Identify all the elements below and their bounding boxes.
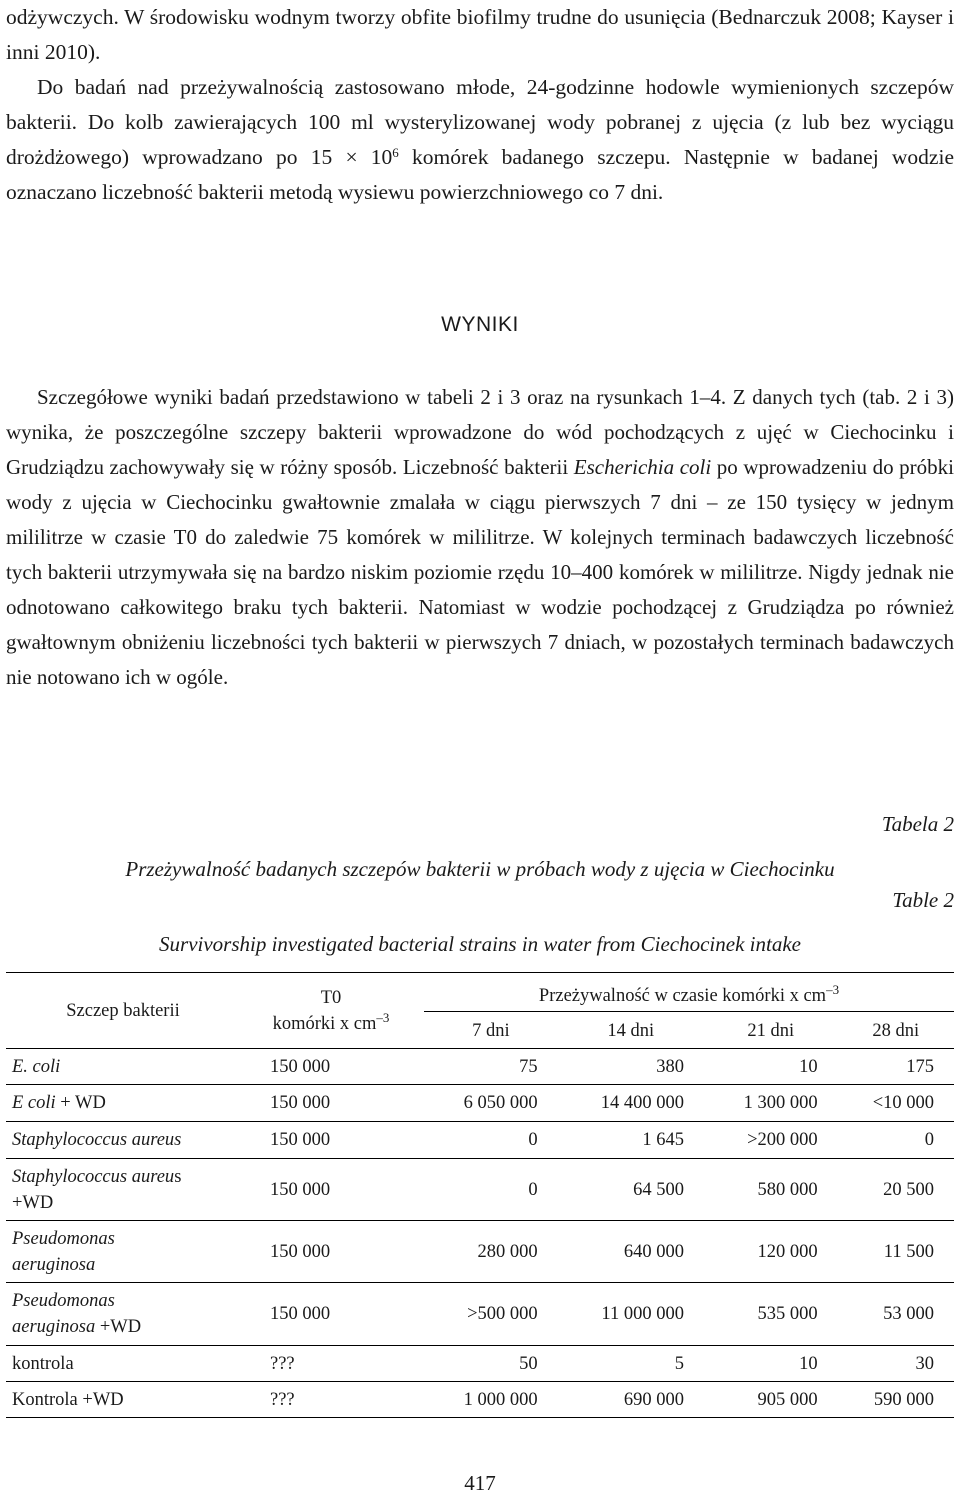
table-row	[6, 1346, 954, 1382]
row-strain	[6, 1122, 238, 1159]
strain-name: Staphylococcus aureu	[12, 1166, 175, 1187]
header-t0-exponent: –3	[376, 1009, 390, 1025]
row-day28: 11 500	[838, 1221, 954, 1283]
table-title-pl: Przeżywalność badanych szczepów bakterii w próbach wody z ujęcia w Ciechocinku	[125, 857, 835, 881]
table-row	[6, 1283, 954, 1346]
header-day7: 7 dni	[424, 1012, 558, 1049]
results-text-a: Szczegółowe wyniki badań przedstawiono w tabeli 2 i 3 oraz na rysunkach 1–4. Z danych tych (tab. 2 i 3) wynika, że poszczególne szczepy bakterii wprowadzone do wód pochodzących z ujęć w Ciechocinku i Grudziądzu zachowywały się w różny sposób. Liczebność bakterii	[6, 385, 954, 479]
row-day21: 120 000	[704, 1221, 838, 1283]
strain-suffix: +WD	[95, 1317, 142, 1337]
table-row	[6, 1221, 954, 1283]
row-day28: 0	[838, 1122, 954, 1159]
row-day7: 6 050 000	[424, 1085, 558, 1122]
row-strain	[6, 1049, 238, 1085]
row-day28: 590 000	[838, 1382, 954, 1418]
methods-text-b: komórek badanego szczepu. Następnie w badanej wodzie oznaczano liczebność bakterii metodą wysiewu powierzchniowego co 7 dni.	[6, 145, 954, 204]
table-label-en: Table 2	[892, 888, 954, 912]
strain-suffix: s	[174, 1166, 182, 1187]
header-day28: 28 dni	[838, 1012, 954, 1049]
row-t0: 150 000	[238, 1085, 424, 1122]
header-survival-text: Przeżywalność w czasie komórki x cm	[538, 986, 827, 1006]
table-row	[6, 1085, 954, 1122]
row-day21: 535 000	[704, 1283, 838, 1346]
row-day28: 175	[838, 1049, 954, 1085]
strain-name: Staphylococcus aureus	[12, 1130, 182, 1150]
strain-name: E coli	[12, 1093, 56, 1113]
row-day14: 64 500	[558, 1159, 704, 1221]
table-header-row	[6, 973, 954, 1012]
strain-line1	[12, 1164, 234, 1190]
row-strain	[6, 1221, 238, 1283]
paragraph-results	[6, 380, 954, 695]
row-strain	[6, 1085, 238, 1122]
header-t0-unit: komórki x cm	[272, 1013, 377, 1034]
header-t0-line2	[242, 1011, 420, 1037]
row-day14: 11 000 000	[558, 1283, 704, 1346]
row-t0: ???	[238, 1346, 424, 1382]
strain-name: E. coli	[12, 1056, 61, 1077]
table-row	[6, 1159, 954, 1221]
row-t0: 150 000	[238, 1049, 424, 1085]
strain-name: aeruginosa	[12, 1317, 96, 1337]
methods-exponent: 6	[392, 145, 399, 160]
row-day28: <10 000	[838, 1085, 954, 1122]
strain-line2: +WD	[12, 1192, 54, 1213]
row-day7: 50	[424, 1346, 558, 1382]
row-day14: 380	[558, 1049, 704, 1085]
header-day21: 21 dni	[704, 1012, 838, 1049]
row-day14: 14 400 000	[558, 1085, 704, 1122]
section-heading: WYNIKI	[441, 313, 519, 336]
row-t0: 150 000	[238, 1283, 424, 1346]
page-number: 417	[464, 1471, 496, 1495]
row-day7: 0	[424, 1159, 558, 1221]
strain-line1: Pseudomonas	[12, 1228, 115, 1249]
methods-text-a: Do badań nad przeżywalnością zastosowano młode, 24-godzinne hodowle wymienionych szczepów bakterii. Do kolb zawierających 100 ml wysterylizowanej wody pobranej z ujęcia (z lub bez wyciągu drożdżowego) wprowadzano po 15 × 10	[6, 75, 954, 169]
row-strain	[6, 1283, 238, 1346]
row-day7: 0	[424, 1122, 558, 1159]
row-strain: Kontrola +WD	[6, 1382, 238, 1418]
row-day14: 5	[558, 1346, 704, 1382]
row-day21: 905 000	[704, 1382, 838, 1418]
row-day7: 280 000	[424, 1221, 558, 1283]
row-day14: 1 645	[558, 1122, 704, 1159]
row-strain	[6, 1159, 238, 1221]
row-day28: 53 000	[838, 1283, 954, 1346]
row-day7: 75	[424, 1049, 558, 1085]
row-day21: 1 300 000	[704, 1085, 838, 1122]
row-day14: 640 000	[558, 1221, 704, 1283]
table-row	[6, 1049, 954, 1085]
strain-suffix: + WD	[55, 1093, 106, 1113]
row-t0: 150 000	[238, 1159, 424, 1221]
strain-line1: Pseudomonas	[12, 1291, 115, 1311]
row-day14: 690 000	[558, 1382, 704, 1418]
strain-line2	[12, 1314, 234, 1340]
survival-table	[6, 972, 954, 1418]
row-day28: 30	[838, 1346, 954, 1382]
results-text-b: po wprowadzeniu do próbki wody z ujęcia w Ciechocinku gwałtownie zmalała w ciągu pierwszych 7 dni – ze 150 tysięcy w jednym mililitrze w czasie T0 do zaledwie 75 komórek w mililitrze. W kolejnych terminach badawczych liczebność tych bakterii utrzymywała się na bardzo niskim poziomie rzędu 10–400 komórek w mililitrze. Nigdy jednak nie odnotowano całkowitego braku tych bakterii. Natomiast w wodzie pochodzącej z Grudziądza po również gwałtownym obniżeniu liczebności tych bakterii w pierwszych 7 dniach, w pozostałych terminach badawczych nie notowano ich w ogóle.	[6, 455, 955, 689]
results-species: Escherichia coli	[573, 455, 712, 479]
row-day21: 580 000	[704, 1159, 838, 1221]
paragraph-methods	[6, 70, 954, 210]
row-t0: 150 000	[238, 1122, 424, 1159]
table-label-pl: Tabela 2	[881, 812, 954, 836]
header-strain: Szczep bakterii	[66, 1000, 180, 1021]
row-day21: >200 000	[704, 1122, 838, 1159]
row-day7: 1 000 000	[424, 1382, 558, 1418]
table-row	[6, 1122, 954, 1159]
row-day7: >500 000	[424, 1283, 558, 1346]
paragraph-intro-end: odżywczych. W środowisku wodnym tworzy obfite biofilmy trudne do usunięcia (Bednarczuk 2008; Kayser i inni 2010).	[6, 5, 954, 64]
row-day21: 10	[704, 1346, 838, 1382]
table-row	[6, 1382, 954, 1418]
header-t0-line1: T0	[320, 987, 342, 1008]
row-strain: kontrola	[6, 1346, 238, 1382]
row-day21: 10	[704, 1049, 838, 1085]
strain-line2: aeruginosa	[12, 1254, 96, 1275]
row-t0: 150 000	[238, 1221, 424, 1283]
header-day14: 14 dni	[558, 1012, 704, 1049]
table-title-en: Survivorship investigated bacterial strains in water from Ciechocinek intake	[159, 932, 801, 956]
header-t0	[238, 973, 424, 1049]
row-day28: 20 500	[838, 1159, 954, 1221]
header-survival-exponent: –3	[826, 982, 840, 997]
header-survival	[424, 973, 954, 1012]
row-t0: ???	[238, 1382, 424, 1418]
